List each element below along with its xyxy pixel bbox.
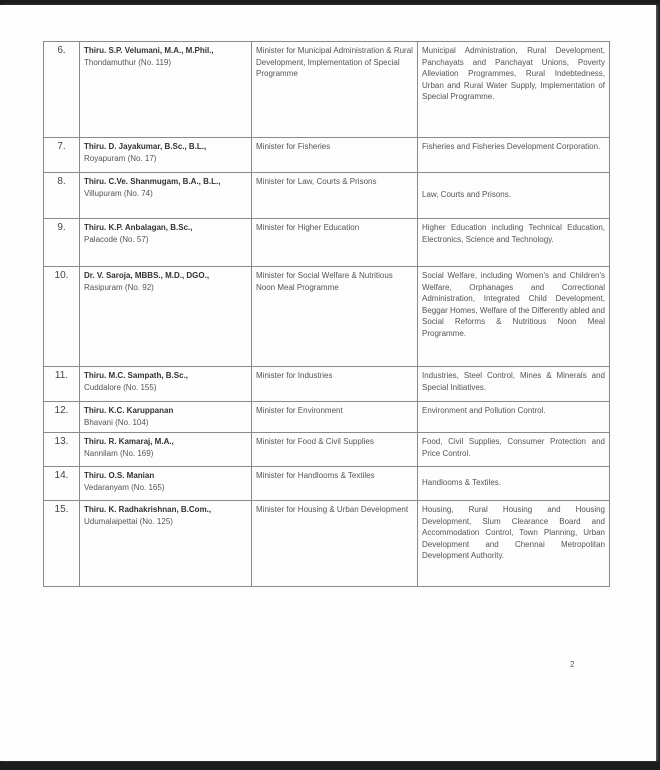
minister-name: Dr. V. Saroja, MBBS., M.D., DGO.,: [84, 271, 210, 280]
subjects: Environment and Pollution Control.: [418, 402, 610, 433]
page-number: 2: [570, 660, 575, 669]
constituency: Rasipuram (No. 92): [84, 282, 154, 292]
minister-cell: [80, 42, 252, 138]
subjects: Higher Education including Technical Education, Electronics, Science and Technology.: [418, 219, 610, 267]
table-row: [44, 173, 610, 219]
minister-name: Thiru. D. Jayakumar, B.Sc., B.L.,: [84, 142, 207, 151]
portfolio: Minister for Housing & Urban Development: [252, 501, 418, 587]
subjects: Industries, Steel Control, Mines & Minerals and Special Initiatives.: [418, 367, 610, 402]
document-page: [0, 5, 656, 761]
subjects: Handlooms & Textiles.: [418, 467, 610, 501]
constituency: Vedaranyam (No. 165): [84, 482, 165, 492]
table-row: [44, 467, 610, 501]
table-row: [44, 501, 610, 587]
constituency: Nannilam (No. 169): [84, 448, 154, 458]
serial-number: 10.: [44, 267, 80, 367]
portfolio: Minister for Fisheries: [252, 138, 418, 173]
table-row: [44, 402, 610, 433]
portfolio: Minister for Social Welfare & Nutritious Noon Meal Programme: [252, 267, 418, 367]
portfolio: Minister for Food & Civil Supplies: [252, 433, 418, 467]
minister-name: Thiru. O.S. Manian: [84, 471, 155, 480]
serial-number: 15.: [44, 501, 80, 587]
portfolio: Minister for Environment: [252, 402, 418, 433]
subjects: Food, Civil Supplies, Consumer Protection and Price Control.: [418, 433, 610, 467]
serial-number: 6.: [44, 42, 80, 138]
table-row: [44, 367, 610, 402]
minister-cell: [80, 467, 252, 501]
minister-name: Thiru. C.Ve. Shanmugam, B.A., B.L.,: [84, 177, 221, 186]
subjects: Municipal Administration, Rural Development, Panchayats and Panchayat Unions, Poverty Alleviation Programmes, Rural Indebtedness, Urban and Rural Water Supply, Implementation of Special Programme.: [418, 42, 610, 138]
serial-number: 13.: [44, 433, 80, 467]
minister-cell: [80, 433, 252, 467]
minister-name: Thiru. M.C. Sampath, B.Sc.,: [84, 371, 189, 380]
serial-number: 14.: [44, 467, 80, 501]
portfolio: Minister for Municipal Administration & Rural Development, Implementation of Special Programme: [252, 42, 418, 138]
constituency: Royapuram (No. 17): [84, 153, 157, 163]
table-row: [44, 138, 610, 173]
minister-name: Thiru. K.C. Karuppanan: [84, 406, 174, 415]
minister-cell: [80, 138, 252, 173]
table-row: [44, 267, 610, 367]
constituency: Bhavani (No. 104): [84, 417, 149, 427]
minister-cell: [80, 367, 252, 402]
minister-cell: [80, 501, 252, 587]
portfolio: Minister for Handlooms & Textiles: [252, 467, 418, 501]
constituency: Udumalaipettai (No. 125): [84, 516, 173, 526]
portfolio: Minister for Industries: [252, 367, 418, 402]
minister-cell: [80, 267, 252, 367]
minister-cell: [80, 219, 252, 267]
minister-name: Thiru. K.P. Anbalagan, B.Sc.,: [84, 223, 193, 232]
constituency: Thondamuthur (No. 119): [84, 57, 172, 67]
minister-name: Thiru. S.P. Velumani, M.A., M.Phil.,: [84, 46, 214, 55]
serial-number: 9.: [44, 219, 80, 267]
portfolio: Minister for Law, Courts & Prisons: [252, 173, 418, 219]
subjects: Housing, Rural Housing and Housing Development, Slum Clearance Board and Accommodation Control, Town Planning, Urban Development and Chennai Metropolitan Development Authority.: [418, 501, 610, 587]
table-row: [44, 433, 610, 467]
subjects: Fisheries and Fisheries Development Corporation.: [418, 138, 610, 173]
serial-number: 12.: [44, 402, 80, 433]
portfolio: Minister for Higher Education: [252, 219, 418, 267]
constituency: Cuddalore (No. 155): [84, 382, 157, 392]
subjects: Social Welfare, including Women's and Children's Welfare, Orphanages and Correctional Administration, Integrated Child Development, Beggar Homes, Welfare of the Differently abled and Social Reforms & Nutritious Noon Meal Programme.: [418, 267, 610, 367]
serial-number: 11.: [44, 367, 80, 402]
constituency: Villupuram (No. 74): [84, 188, 153, 198]
table-row: [44, 42, 610, 138]
subjects: Law, Courts and Prisons.: [418, 173, 610, 219]
serial-number: 8.: [44, 173, 80, 219]
constituency: Palacode (No. 57): [84, 234, 149, 244]
serial-number: 7.: [44, 138, 80, 173]
table-row: [44, 219, 610, 267]
minister-cell: [80, 402, 252, 433]
minister-name: Thiru. K. Radhakrishnan, B.Com.,: [84, 505, 212, 514]
minister-cell: [80, 173, 252, 219]
ministers-table: [43, 41, 610, 587]
minister-name: Thiru. R. Kamaraj, M.A.,: [84, 437, 174, 446]
